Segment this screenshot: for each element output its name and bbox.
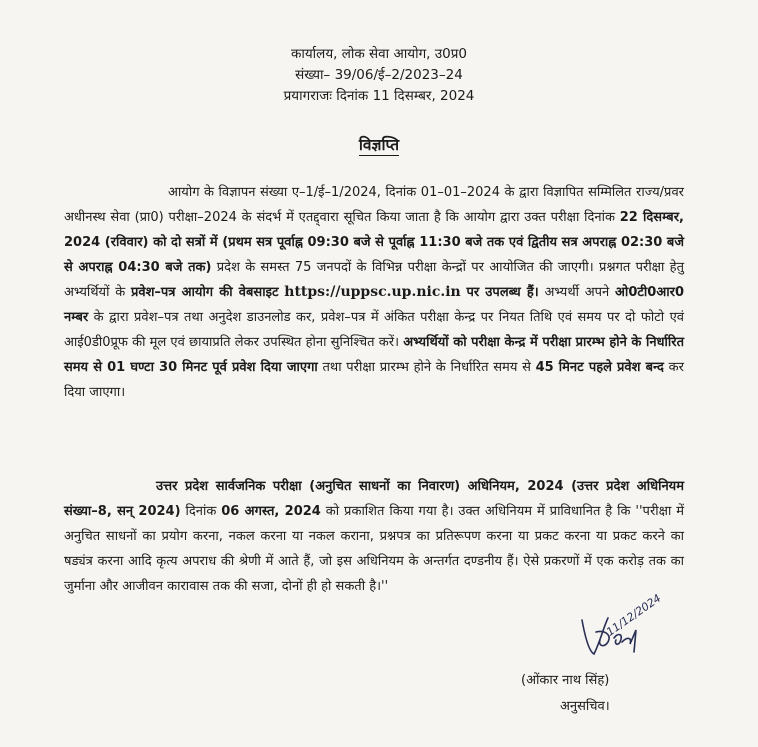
- letter-header: [0, 44, 758, 107]
- p1-bold-otr: ओ0टी0आर0 नम्बर: [64, 285, 684, 325]
- notice-title: विज्ञप्ति: [358, 136, 400, 154]
- p1-text-6: कर दिया जाएगा।: [64, 360, 684, 400]
- p1-bold-date-sessions: 22 दिसम्बर, 2024 (रविवार) को दो सत्रों में (प्रथम सत्र पूर्वाह्न 09:30 बजे से पूर्वाह्न 11:30 बजे तक एवं द्वितीय सत्र अपराह्न 02:30 बजे से अपराह्न 04:30 बजे तक): [64, 210, 684, 275]
- office-name: कार्यालय, लोक सेवा आयोग, उ0प्र0: [290, 46, 468, 62]
- p1-bold-entry-time: अभ्यर्थियों को परीक्षा केन्द्र में परीक्षा प्रारम्भ होने के निर्धारित समय से 01 घण्टा 30 मिनट पूर्व प्रवेश दिया जाएगा: [64, 335, 684, 375]
- place-date: प्रयागराजः दिनांक 11 दिसम्बर, 2024: [283, 88, 475, 104]
- paragraph-exam-schedule: [64, 180, 684, 405]
- signatory-designation: अनुसचिव।: [560, 699, 610, 714]
- signatory-name: (ओंकार नाथ सिंह): [521, 673, 610, 688]
- p1-text-4: के द्वारा प्रवेश–पत्र तथा अनुदेश डाउनलोड कर, प्रवेश–पत्र में अंकित परीक्षा केन्द्र पर नियत तिथि एवं समय पर दो फोटो एवं आई0डी0प्रूफ की मूल एवं छायाप्रति लेकर उपस्थित होना सुनिश्चित करें।: [64, 310, 684, 350]
- p2-bold-date: 06 अगस्त, 2024: [221, 504, 321, 519]
- p1-bold-entry-close: 45 मिनट पहले प्रवेश बन्द: [535, 360, 664, 375]
- reference-number: संख्या– 39/06/ई–2/2023–24: [295, 67, 463, 83]
- p1-text-5: तथा परीक्षा प्रारम्भ होने के निर्धारित समय से: [322, 360, 531, 375]
- p1-bold-admit-card: प्रवेश–पत्र आयोग की वेबसाइट: [130, 285, 279, 300]
- p1-text-3: अभ्यर्थी अपने: [544, 285, 610, 300]
- p2-text-2: को प्रकाशित किया गया है। उक्त अधिनियम में प्राविधानित है कि ''परीक्षा में अनुचित साधनों का प्रयोग करना, नकल करना या नकल कराना, प्रश्नपत्र का प्रतिरूपण करना या प्रकट करना या प्रकट करने का षड्यंत्र करना आदि कृत्य अपराध की श्रेणी में आते हैं, जो इस अधिनियम के अन्तर्गत दण्डनीय हैं। ऐसे प्रकरणों में एक करोड़ तक का जुर्माना और आजीवन कारावास तक की सजा, दोनों ही हो सकती है।'': [64, 504, 685, 594]
- paragraph-act: [64, 474, 684, 599]
- p1-text-1: आयोग के विज्ञापन संख्या ए–1/ई–1/2024, दिनांक 01–01–2024 के द्वारा विज्ञापित सम्मिलित राज्य/प्रवर अधीनस्थ सेवा (प्रा0) परीक्षा–2024 के संदर्भ में एतद्द्वारा सूचित किया जाता है कि आयोग द्वारा उक्त परीक्षा दिनांक: [64, 185, 684, 225]
- website-url[interactable]: https://uppsc.up.nic.in: [284, 284, 461, 300]
- p1-text-2: प्रदेश के समस्त 75 जनपदों के विभिन्न परीक्षा केन्द्रों पर आयोजित की जाएगी। प्रश्नगत परीक्षा हेतु अभ्यर्थियों के: [64, 260, 684, 300]
- notice-title-wrap: [0, 133, 758, 155]
- signature-date: 11/12/2024: [604, 591, 664, 639]
- p1-bold-available: पर उपलब्ध हैं।: [466, 285, 539, 300]
- p2-bold-act-name: उत्तर प्रदेश सार्वजनिक परीक्षा (अनुचित साधनों का निवारण) अधिनियम, 2024 (उत्तर प्रदेश अधिनियम संख्या–8, सन् 2024): [64, 479, 684, 519]
- p2-text-1: दिनांक: [185, 504, 217, 519]
